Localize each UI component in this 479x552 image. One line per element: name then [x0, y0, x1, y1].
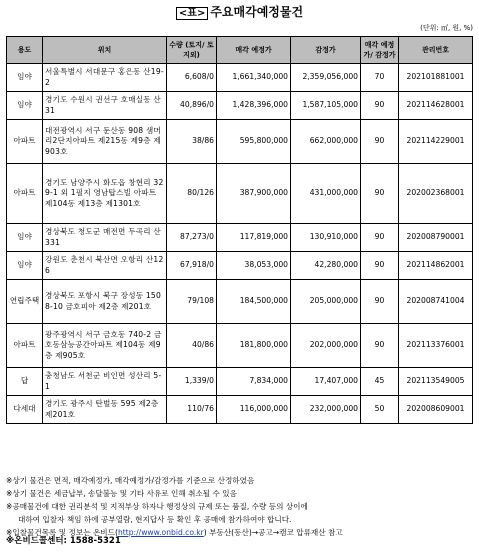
title-bracket: <표>: [176, 7, 208, 20]
property-table: [6, 36, 473, 424]
note-4-prefix: ※입찰물건목록 및 정보는 온비드(: [6, 528, 118, 537]
header-location: 위치: [43, 37, 167, 64]
call-center-contact: ※온비드콜센터: 1588-5321: [6, 536, 121, 546]
cell-location: 강원도 춘천시 북산면 오항리 산126: [43, 252, 167, 280]
cell-appraisal: 232,000,000: [291, 396, 361, 424]
cell-type: 연립주택: [7, 280, 43, 324]
cell-ratio: 70: [361, 64, 399, 92]
cell-type: 임야: [7, 92, 43, 120]
cell-quantity: 40,896/0: [167, 92, 217, 120]
cell-sale-price: 184,500,000: [217, 280, 291, 324]
cell-quantity: 80/126: [167, 164, 217, 224]
cell-sale-price: 38,053,000: [217, 252, 291, 280]
cell-sale-price: 1,428,396,000: [217, 92, 291, 120]
header-type: 용도: [7, 37, 43, 64]
cell-ratio: 90: [361, 92, 399, 120]
cell-type: 아파트: [7, 324, 43, 368]
cell-location: 충청남도 서천군 비인면 성산리 5-1: [43, 368, 167, 396]
note-4-suffix: ) 부동산(동산)→공고→캠코 압류재산 참고: [203, 528, 343, 537]
cell-ratio: 90: [361, 120, 399, 164]
cell-ratio: 90: [361, 252, 399, 280]
cell-appraisal: 662,000,000: [291, 120, 361, 164]
cell-quantity: 1,339/0: [167, 368, 217, 396]
table-row: [7, 280, 473, 324]
table-row: [7, 164, 473, 224]
header-ratio: 매각 예정가/ 감정가: [361, 37, 399, 64]
cell-sale-price: 7,834,000: [217, 368, 291, 396]
title-text: 주요매각예정물건: [210, 5, 304, 19]
cell-quantity: 38/86: [167, 120, 217, 164]
cell-ratio: 45: [361, 368, 399, 396]
cell-appraisal: 17,407,000: [291, 368, 361, 396]
cell-appraisal: 431,000,000: [291, 164, 361, 224]
cell-manage-no: 202114229001: [399, 120, 473, 164]
cell-ratio: 90: [361, 324, 399, 368]
cell-appraisal: 1,587,105,000: [291, 92, 361, 120]
cell-type: 아파트: [7, 164, 43, 224]
cell-quantity: 67,918/0: [167, 252, 217, 280]
page-title: [0, 3, 479, 20]
notes: [6, 474, 476, 539]
cell-location: 대전광역시 서구 둔산동 908 샘머리2단지아파트 제215동 제9층 제903호: [43, 120, 167, 164]
cell-location: 경기도 남양주시 화도읍 창현리 329-1 외 1필지 영남탑스빌 아파트 제104동 제13층 제1301호: [43, 164, 167, 224]
table-row: [7, 224, 473, 252]
cell-ratio: 90: [361, 280, 399, 324]
table-row: [7, 396, 473, 424]
unit-note: (단위: ㎡, 원, %): [420, 24, 473, 32]
header-quantity: 수량 (토지/ 토지외): [167, 37, 217, 64]
header-appraisal: 감정가: [291, 37, 361, 64]
cell-appraisal: 205,000,000: [291, 280, 361, 324]
note-2: ※상기 물건은 세금납부, 송달불능 및 기타 사유로 인해 취소될 수 있음: [6, 489, 237, 498]
cell-sale-price: 117,819,000: [217, 224, 291, 252]
cell-appraisal: 42,280,000: [291, 252, 361, 280]
cell-location: 경기도 광주시 탄벌동 595 제2층 제201호: [43, 396, 167, 424]
cell-location: 경상북도 포항시 북구 장성동 1508-10 금호피아 제2층 제201호: [43, 280, 167, 324]
table-header-row: [7, 37, 473, 64]
cell-quantity: 40/86: [167, 324, 217, 368]
cell-manage-no: 202008609001: [399, 396, 473, 424]
cell-ratio: 90: [361, 224, 399, 252]
onbid-link[interactable]: http://www.onbid.co.kr: [117, 528, 204, 537]
cell-quantity: 110/76: [167, 396, 217, 424]
cell-manage-no: 202113549005: [399, 368, 473, 396]
cell-appraisal: 130,910,000: [291, 224, 361, 252]
cell-sale-price: 595,800,000: [217, 120, 291, 164]
cell-manage-no: 202101881001: [399, 64, 473, 92]
cell-appraisal: 202,000,000: [291, 324, 361, 368]
cell-location: 광주광역시 서구 금호동 740-2 금호동삼능공간아파트 제104동 제9층 제905호: [43, 324, 167, 368]
cell-ratio: 50: [361, 396, 399, 424]
cell-quantity: 79/108: [167, 280, 217, 324]
header-sale-price: 매각 예정가: [217, 37, 291, 64]
table-row: [7, 368, 473, 396]
header-manage-no: 관리번호: [399, 37, 473, 64]
cell-sale-price: 387,900,000: [217, 164, 291, 224]
table-row: [7, 120, 473, 164]
cell-type: 답: [7, 368, 43, 396]
cell-manage-no: 202114862001: [399, 252, 473, 280]
cell-manage-no: 202113376001: [399, 324, 473, 368]
cell-manage-no: 202114628001: [399, 92, 473, 120]
cell-location: 서울특별시 서대문구 홍은동 산19-2: [43, 64, 167, 92]
cell-manage-no: 202002368001: [399, 164, 473, 224]
cell-sale-price: 181,800,000: [217, 324, 291, 368]
cell-sale-price: 116,000,000: [217, 396, 291, 424]
table-row: [7, 92, 473, 120]
cell-type: 다세대: [7, 396, 43, 424]
cell-type: 임야: [7, 64, 43, 92]
cell-type: 임야: [7, 252, 43, 280]
cell-manage-no: 202008741004: [399, 280, 473, 324]
cell-manage-no: 202008790001: [399, 224, 473, 252]
cell-ratio: 90: [361, 164, 399, 224]
cell-location: 경상북도 청도군 매전면 두곡리 산331: [43, 224, 167, 252]
note-1: ※상기 물건은 면적, 매각예정가, 매각예정가/감정가를 기준으로 산정하였음: [6, 476, 255, 485]
cell-type: 아파트: [7, 120, 43, 164]
table-row: [7, 252, 473, 280]
cell-quantity: 87,273/0: [167, 224, 217, 252]
cell-location: 경기도 수원시 권선구 호매실동 산31: [43, 92, 167, 120]
note-3-continued: 대하여 입찰자 책임 하에 공부열람, 현지답사 등 확인 후 공매에 참가하여야 합니다.: [18, 515, 292, 524]
table-row: [7, 324, 473, 368]
cell-quantity: 6,608/0: [167, 64, 217, 92]
cell-type: 임야: [7, 224, 43, 252]
table-row: [7, 64, 473, 92]
cell-appraisal: 2,359,056,000: [291, 64, 361, 92]
cell-sale-price: 1,661,340,000: [217, 64, 291, 92]
note-3: ※공매물건에 대한 권리분석 및 지적부상 하자나 행정상의 규제 또는 품질, 수량 등의 상이에: [6, 502, 308, 511]
